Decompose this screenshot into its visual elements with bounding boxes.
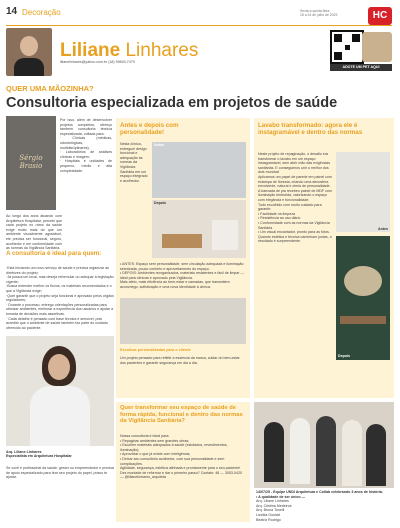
license-title: Quer transformar seu espaço de saúde de forma rápida, funcional e dentro das normas da Vigilância Sanitária?: [120, 405, 243, 425]
pet-photo: [362, 32, 392, 62]
columnist-photo: [6, 28, 52, 76]
clinic-logo-text: Sérgio Brasio: [19, 154, 43, 170]
adopt-banner: ADOTE UM PET AQUI: [330, 64, 392, 71]
ideal-for-list: ·Está iniciando um novo serviço de saúde e precisa organizar as diretrizes do projeto; ·Já possui um local, mas deseja reformular ou adequar à legislação vigente; ·Busca entender melhor os fluxos, os materiais recomendados e o que a Vigilância exige; ·Quer garantir que o projeto seja funcional e aprovado pelos órgãos reguladores; · Durante o processo, entrego orientações personalizadas para otimizar ambientes, melhorar a experiência dos usuários e ajudar a tomada de decisões mais assertivas. · Cada detalhe é pensado com base técnica e sensível, pois acredito que o ambiente de saúde também faz parte do cuidado oferecido ao paciente.: [6, 266, 114, 330]
brand-logo: HC: [368, 7, 392, 25]
architect-photo: [6, 336, 114, 446]
team-caption: 14/07/25 - Equipe UNDI Arquitetura e Collab celebrando 3 anos de história. • A qualidade de ser único — Arq. Liliane Linhares Arq. Cristina Medeiros Arq. Bruna Tonelli Lizelda Goulart Beatriz Rodrigo: [256, 490, 383, 522]
header-rule: [6, 25, 392, 26]
qr-code[interactable]: [330, 30, 364, 64]
article-headline: Consultoria especializada em projetos de saúde: [6, 95, 338, 111]
before-after-footer: Um projeto pensado para refletir a essência da marca, cuidar do bem-estar dos pacientes e garantir segurança em dia a dia.: [120, 356, 240, 365]
columnist-contact: lilianelinhares@yahoo.com.br (18) 99693-7479: [60, 60, 135, 64]
before-photo: Antes: [152, 142, 246, 198]
team-photo: [254, 402, 394, 488]
laundry-after-photo: Depois: [336, 236, 390, 360]
before-after-caption: Escolhas personalizadas para o cliente: [120, 348, 191, 352]
after-photo: Depois: [152, 200, 246, 258]
laundry-title: Lavabo transformado: agora ele é instagramável e dentro das normas: [258, 122, 363, 136]
clinic-photo: [120, 298, 246, 344]
page-number: 14: [6, 6, 18, 17]
laundry-text: Neste projeto de repaginação, o desafio era transformar o lavabo em um espaço instagramável, sem abrir mão das exigências sanitárias. E conseguimos unir o melhor dos dois mundos! Aplicamos um papel de parede em painel com estampa de floresta, criando uma atmosfera envolvente, natural e cheia de personalidade. A bancada de pia recebeu painel de MDF com iluminação embutida, valorizando o espaço com elegância e funcionalidade. Tudo escolhido com muito cuidado para garantir: • Facilidade na limpeza • Resistência ao uso diário • Conformidade com as normas da Vigilância Sanitária • Um visual encantador, pronto para as fotos. Quando estética e técnica caminham juntas, o resultado é surpreendente.: [258, 152, 332, 244]
before-after-text: Nesta clínica, entreguei design funcional e adequação às normas da Vigilância Sanitária em um espaço integrado e acolhedor.: [120, 142, 148, 183]
date-line: Sexta a quinta-feira 18 a 24 de julho de 2025: [300, 9, 338, 18]
section-title: Decoração: [22, 8, 61, 17]
laundry-before-photo: Antes: [336, 152, 390, 232]
article-col2: Por isso, além de desenvolver projetos completos, ofereço também consultoria técnica especializada, voltada para: · Clínicas (médicas, odontológicas, multidisciplinares); · Laboratórios de análises clínicas e imagem; · Hospitais e unidades de pequeno, médio e alta complexidade.: [60, 118, 112, 173]
subhead-ideal-for: A consultoria é ideal para quem:: [6, 250, 102, 257]
article-intro: Ao longo dos anos atuando com Arquitetura Hospitalar, percebi que cada projeto no ramo da saúde exige muito mais do que um ambiente visualmente agradável, ele precisa ser funcional, seguro, acolhedor e em conformidade com as normas da Vigilância Sanitária.: [6, 214, 62, 251]
before-after-bullets: • ANTES: Espaço sem personalidade, sem circulação adequada e iluminação setorizada, pouco conforto e aproveitamento do espaço. • DEPOIS: Ambientes reorganizados, materiais resistentes e fácil de limpar — ideal para clínicas e aprovado pela Vigilância. Mais afeto, mais eficiência ao bem-estar e camadas, que transmitem aconchego, sofisticação e uma nova identidade à clínica.: [120, 262, 245, 289]
columnist-name: Liliane Linhares: [60, 40, 199, 61]
license-list: Nossa consultoria é ideal para: • Repaginar ambientes sem grandes obras; • Escolher materiais adequados à saúde (estofados, revestimentos, iluminação); • Aproveitar o que já existe com inteligência; • Deixar seu consultório acolhedor, com sua personalidade e sem complicações. Agilidade, segurança, estética alinhada e prontamente para o seu paciente! Dez montade de reformar e dar o primeiro passo? Contato: 48 — 3053-0420 — @lilianelinhares_arquiteta: [120, 434, 243, 480]
article-kicker: QUER UMA MÃOZINHA?: [6, 84, 94, 93]
clinic-logo-photo: [6, 116, 56, 210]
article-closing: Se você é profissional da saúde, gestor ou empreendedor e precisa de apoio especializado para tirar seu projeto do papel, posso te ajudar.: [6, 466, 114, 480]
before-after-title: Antes e depois com personalidade!: [120, 122, 179, 136]
architect-caption: Arq. Liliane Linhares Especialista em Arquitetura Hospitalar: [6, 450, 72, 458]
